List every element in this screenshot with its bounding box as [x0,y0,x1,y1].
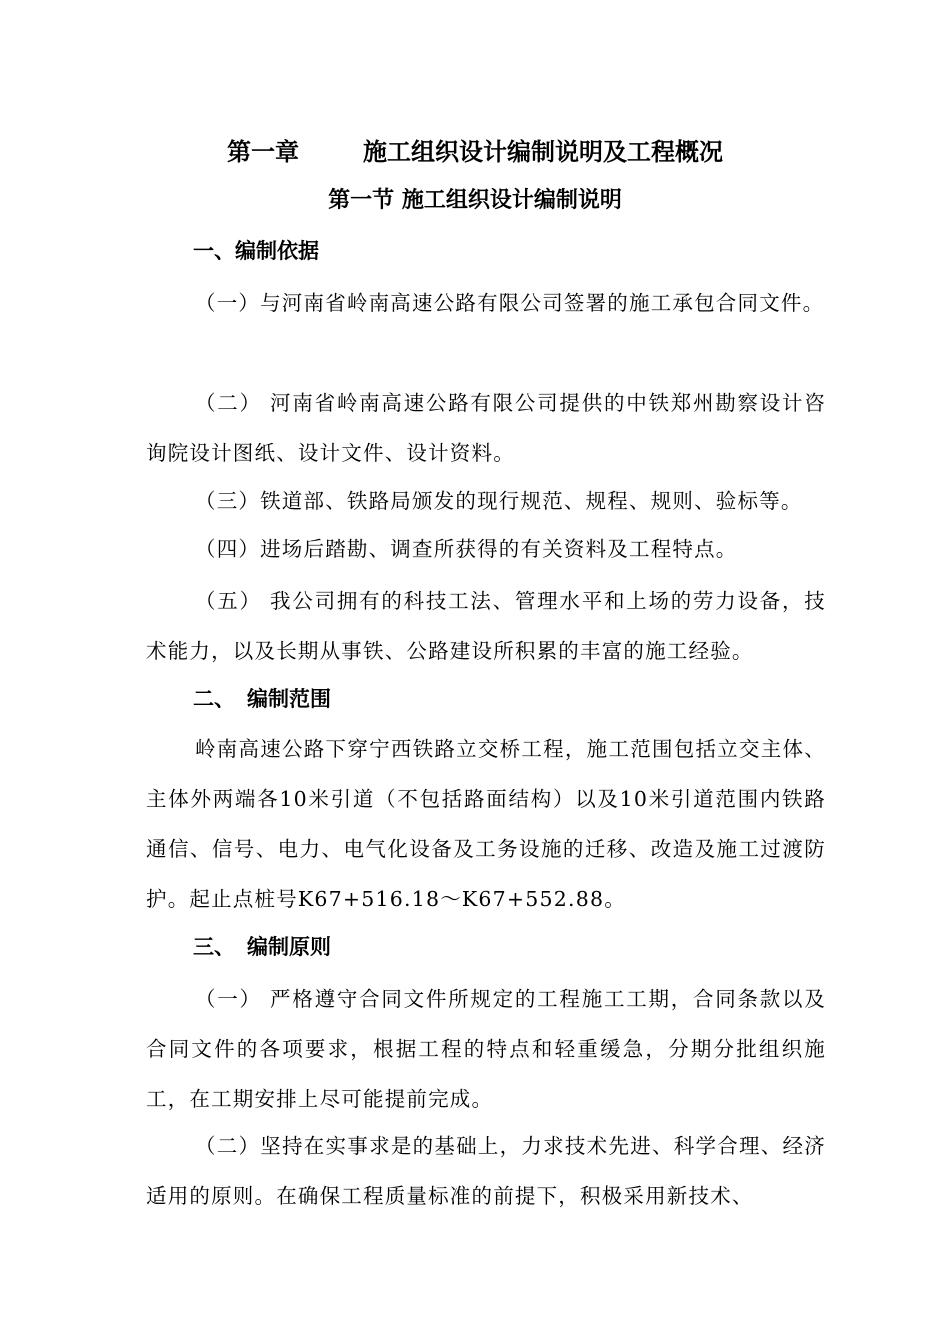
basis-item-4: （四）进场后踏勘、调查所获得的有关资料及工程特点。 [195,537,738,561]
heading-number: 二、 [193,687,235,711]
heading-compilation-basis [193,235,319,267]
chapter-title [0,134,950,170]
chapter-number: 第一章 [227,138,299,166]
section-title: 第一节 施工组织设计编制说明 [328,188,622,213]
heading-text: 编制范围 [247,687,331,711]
heading-number: 三、 [193,935,235,959]
heading-text: 编制依据 [235,239,319,263]
basis-item-3: （三）铁道部、铁路局颁发的现行规范、规程、规则、验标等。 [195,489,803,513]
heading-compilation-scope [193,683,331,715]
heading-text: 编制原则 [247,935,331,959]
chapter-title-text: 施工组织设计编制说明及工程概况 [363,138,723,166]
heading-number: 一、 [193,239,235,263]
basis-item-5: （五） 我公司拥有的科技工法、管理水平和上场的劳力设备，技术能力，以及长期从事铁、公路建设所积累的丰富的施工经验。 [146,589,826,663]
principle-item-2: （二）坚持在实事求是的基础上，力求技术先进、科学合理、经济适用的原则。在确保工程质量标准的前提下，积极采用新技术、 [146,1134,826,1208]
basis-item-2: （二） 河南省岭南高速公路有限公司提供的中铁郑州勘察设计咨询院设计图纸、设计文件、设计资料。 [146,391,826,465]
heading-compilation-principles [193,931,331,963]
basis-item-1: （一）与河南省岭南高速公路有限公司签署的施工承包合同文件。 [195,291,825,315]
principle-item-1: （一） 严格遵守合同文件所规定的工程施工工期，合同条款以及合同文件的各项要求，根据工程的特点和轻重缓急，分期分批组织施工，在工期安排上尽可能提前完成。 [146,987,826,1111]
scope-paragraph: 岭南高速公路下穿宁西铁路立交桥工程，施工范围包括立交主体、主体外两端各10米引道（不包括路面结构）以及10米引道范围内铁路通信、信号、电力、电气化设备及工务设施的迁移、改造及施工过渡防护。起止点桩号K67+516.18～K67+552.88。 [146,737,826,911]
